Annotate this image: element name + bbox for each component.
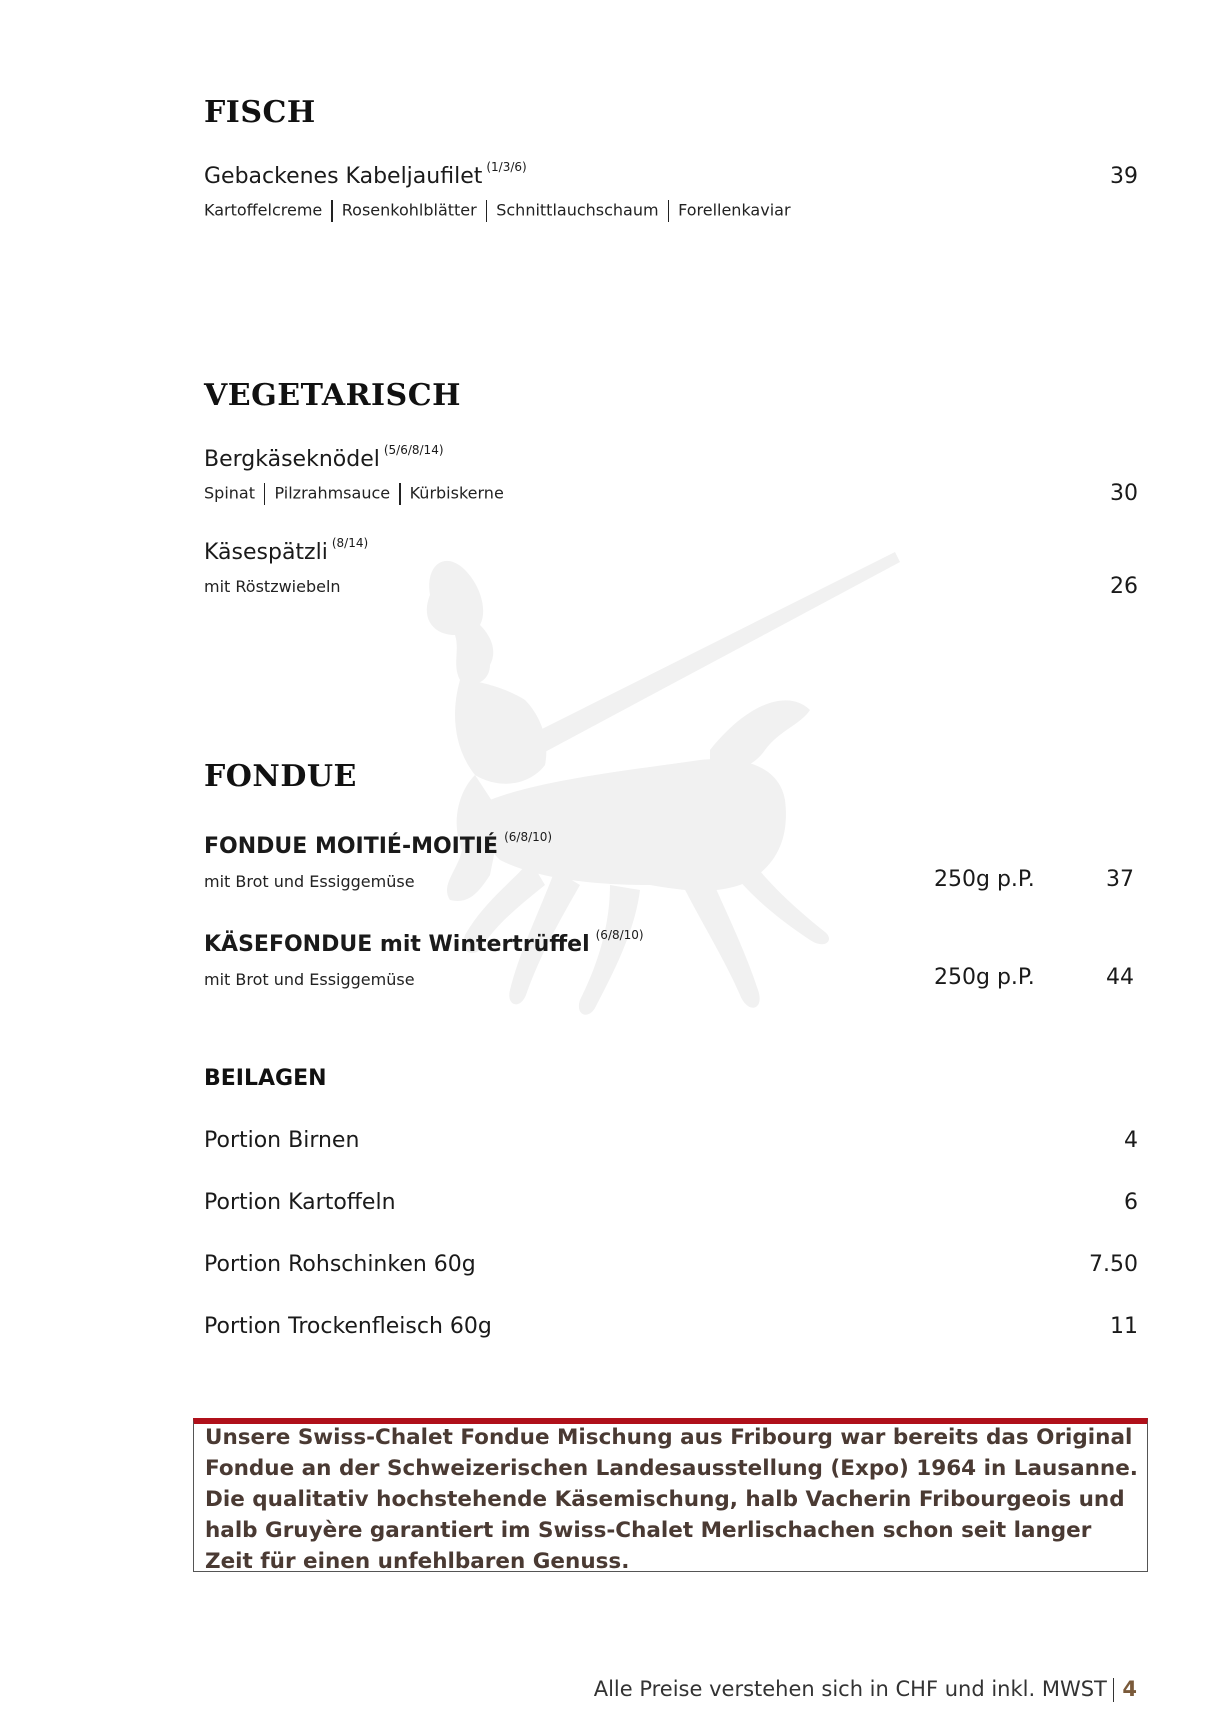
side-dish-price: 6	[1124, 1190, 1138, 1215]
side-dish-price: 7.50	[1089, 1252, 1138, 1277]
separator	[331, 200, 333, 222]
side-dish-price: 11	[1110, 1314, 1138, 1339]
dish-description	[204, 200, 791, 222]
dish-price: 26	[1110, 574, 1138, 599]
dish-name	[204, 160, 527, 189]
dish-name	[204, 830, 553, 859]
desc-item: Pilzrahmsauce	[274, 483, 391, 503]
portion-size: 250g p.P.	[934, 965, 1035, 990]
dish-description	[204, 483, 504, 505]
desc-item: Kartoffelcreme	[204, 200, 323, 220]
dish-description: mit Brot und Essiggemüse	[204, 872, 415, 891]
desc-item: Rosenkohlblätter	[341, 200, 477, 220]
info-text: Unsere Swiss-Chalet Fondue Mischung aus Fribourg war bereits das Original Fondue an der Schweizerischen Landesausstellung (Expo) 1964 in Lausanne. Die qualitativ hochstehende Käsemischung, halb Vacherin Fribourgeois und halb Gruyère garantiert im Swiss-Chalet Merlischachen schon seit langer Zeit für einen unfehlbaren Genuss.	[205, 1425, 1138, 1574]
dish-name	[204, 536, 369, 565]
side-dish-name: Portion Birnen	[204, 1128, 360, 1153]
dish-name-text: Käsespätzli	[204, 540, 328, 565]
dish-name	[204, 928, 644, 957]
separator	[399, 483, 401, 505]
footer-text: Alle Preise verstehen sich in CHF und inkl. MWST	[593, 1677, 1107, 1701]
dish-name-text: FONDUE MOITIÉ-MOITIÉ	[204, 834, 499, 859]
allergen-codes: (8/14)	[331, 536, 369, 550]
desc-item: Schnittlauchschaum	[496, 200, 659, 220]
section-title-fisch: FISCH	[204, 95, 316, 130]
dish-price: 44	[1106, 965, 1134, 990]
section-title-vegetarisch: VEGETARISCH	[204, 378, 461, 413]
side-dish-name: Portion Rohschinken 60g	[204, 1252, 476, 1277]
desc-item: Kürbiskerne	[409, 483, 504, 503]
footer	[594, 1677, 1137, 1702]
desc-item: Forellenkaviar	[678, 200, 791, 220]
dish-price: 39	[1110, 164, 1138, 189]
separator	[486, 200, 488, 222]
side-dish-name: Portion Kartoffeln	[204, 1190, 396, 1215]
dish-description: mit Röstzwiebeln	[204, 577, 341, 596]
dish-price: 37	[1106, 867, 1134, 892]
portion-size: 250g p.P.	[934, 867, 1035, 892]
side-dish-price: 4	[1124, 1128, 1138, 1153]
allergen-codes: (5/6/8/14)	[383, 443, 444, 457]
dish-price: 30	[1110, 481, 1138, 506]
knight-on-horse-icon	[380, 540, 900, 1120]
allergen-codes: (6/8/10)	[504, 830, 553, 844]
separator	[1113, 1678, 1115, 1702]
dish-name-text: Gebackenes Kabeljaufilet	[204, 164, 483, 189]
side-dish-name: Portion Trockenfleisch 60g	[204, 1314, 492, 1339]
dish-name-text: Bergkäseknödel	[204, 447, 380, 472]
allergen-codes: (6/8/10)	[595, 928, 644, 942]
section-title-beilagen: BEILAGEN	[204, 1066, 327, 1091]
dish-name-text: KÄSEFONDUE mit Wintertrüffel	[204, 932, 590, 957]
separator	[264, 483, 266, 505]
dish-name	[204, 443, 444, 472]
page-number: 4	[1122, 1677, 1137, 1701]
allergen-codes: (1/3/6)	[486, 160, 527, 174]
desc-item: Spinat	[204, 483, 255, 503]
section-title-fondue: FONDUE	[204, 759, 357, 794]
separator	[668, 200, 670, 222]
dish-description: mit Brot und Essiggemüse	[204, 970, 415, 989]
